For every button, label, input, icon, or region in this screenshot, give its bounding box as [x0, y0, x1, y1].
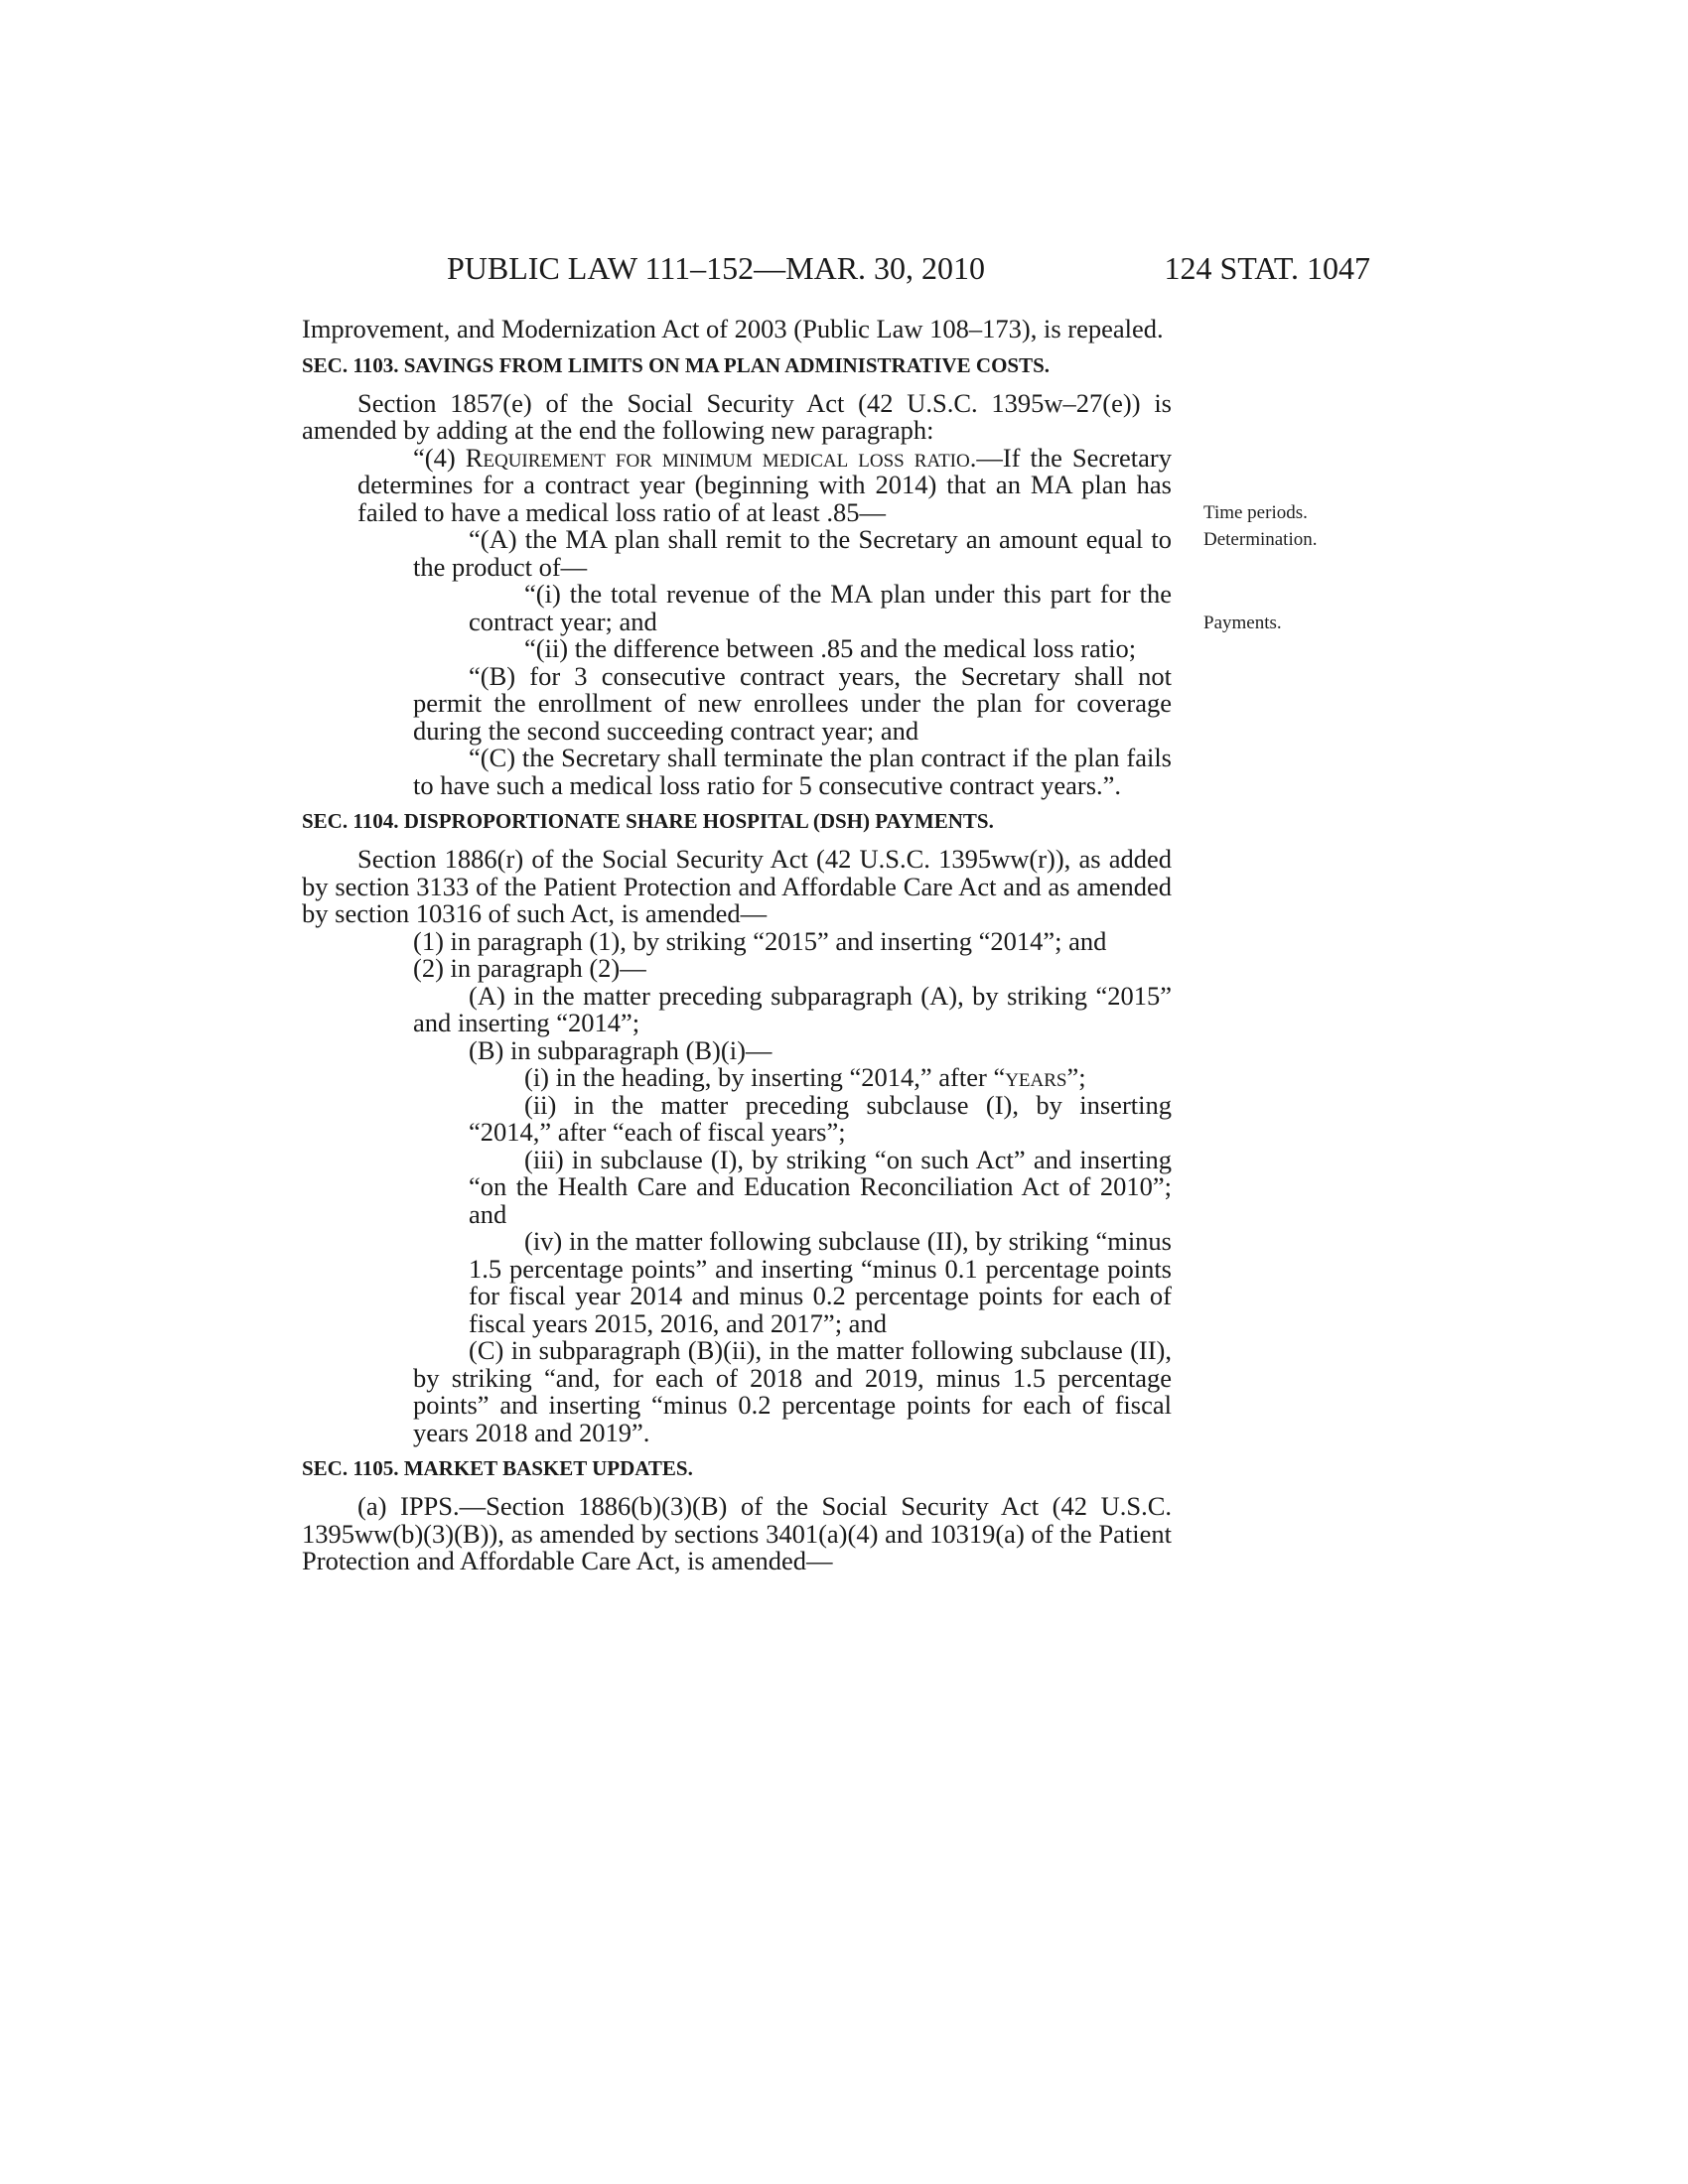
clause-text: (i) in the heading, by inserting “: [524, 1062, 862, 1092]
section-1104-heading: SEC. 1104. DISPROPORTIONATE SHARE HOSPITAL (DSH) PAYMENTS.: [302, 809, 994, 833]
section-1104-clause-i: [302, 1064, 1172, 1092]
section-1103-heading: SEC. 1103. SAVINGS FROM LIMITS ON MA PLAN ADMINISTRATIVE COSTS.: [302, 352, 1051, 377]
paragraph-number: “(4): [413, 442, 466, 473]
section-1104-clause-iv: (iv) in the matter following subclause (II), by striking “minus 1.5 percentage points” and inserting “minus 0.1 percentage points for fiscal year 2014 and minus 0.2 percentage points for each of fiscal years 2015, 2016, and 2017”; and: [469, 1226, 1172, 1338]
margin-note-determination: Determination.: [1203, 529, 1318, 550]
running-head: PUBLIC LAW 111–152—MAR. 30, 2010: [447, 250, 986, 286]
section-1105-subsection-a: (a) IPPS.—Section 1886(b)(3)(B) of the Social Security Act (42 U.S.C. 1395ww(b)(3)(B)), as amended by sections 3401(a)(4) and 10319(a) of the Patient Protection and Affordable Care Act, is amended—: [302, 1491, 1172, 1575]
section-1104-subparagraph-b: (B) in subparagraph (B)(i)—: [469, 1034, 773, 1065]
body-text: [302, 316, 1172, 1575]
clause-text: ”;: [1066, 1062, 1086, 1092]
section-1103-subparagraph-a: “(A) the MA plan shall remit to the Secretary an amount equal to the product of—: [413, 524, 1172, 582]
section-1103-subparagraph-b: “(B) for 3 consecutive contract years, the Secretary shall not permit the enrollment of new enrollees under the plan for coverage during the second succeeding contract year; and: [413, 660, 1172, 746]
intro-paragraph: Improvement, and Modernization Act of 2003 (Public Law 108–173), is repealed.: [302, 314, 1164, 343]
section-1104-subparagraph-c: (C) in subparagraph (B)(ii), in the matter following subclause (II), by striking “and, for each of 2018 and 2019, minus 1.5 percentage points” and inserting “minus 0.2 percentage points for each of fiscal years 2018 and 2019”.: [413, 1335, 1172, 1447]
statute-citation: 124 STAT. 1047: [1164, 250, 1370, 286]
margin-note-time-periods: Time periods.: [1203, 502, 1308, 523]
section-1103-clause-i: “(i) the total revenue of the MA plan under this part for the contract year; and: [469, 579, 1172, 636]
page-header: [447, 248, 1370, 288]
paragraph-heading: Requirement for minimum medical loss ratio.: [465, 442, 977, 473]
clause-text: ” after “: [919, 1062, 1006, 1092]
section-1103-clause-ii: “(ii) the difference between .85 and the medical loss ratio;: [524, 633, 1137, 663]
section-1104-clause-iii: (iii) in subclause (I), by striking “on such Act” and inserting “on the Health Care and Education Reconciliation Act of 2010”; and: [469, 1144, 1172, 1229]
section-1103-paragraph: Section 1857(e) of the Social Security Act (42 U.S.C. 1395w–27(e)) is amended by adding at the end the following new paragraph:: [302, 387, 1172, 445]
paragraph-text: —If the Secretary determines for a contract year (beginning with 2014) that an MA plan has failed to have a medical loss ratio of at least .85—: [357, 442, 1172, 527]
section-1104-paragraph: Section 1886(r) of the Social Security Act (42 U.S.C. 1395ww(r)), as added by section 3133 of the Patient Protection and Affordable Care Act and as amended by section 10316 of such Act, is amended—: [302, 844, 1172, 928]
section-1105-heading: SEC. 1105. MARKET BASKET UPDATES.: [302, 1456, 693, 1480]
section-1104-paragraph-1: (1) in paragraph (1), by striking “2015” and inserting “2014”; and: [413, 925, 1107, 956]
section-1103-subparagraph-c: “(C) the Secretary shall terminate the plan contract if the plan fails to have such a medical loss ratio for 5 consecutive contract years.”.: [413, 743, 1172, 800]
small-caps-year: 2014,: [861, 1062, 920, 1092]
section-1104-clause-ii: (ii) in the matter preceding subclause (I), by inserting “2014,” after “each of fiscal years”;: [469, 1089, 1172, 1147]
margin-note-payments: Payments.: [1203, 613, 1282, 633]
section-1103-paragraph-4: [302, 442, 1172, 527]
section-1104-subparagraph-a: (A) in the matter preceding subparagraph (A), by striking “2015” and inserting “2014”;: [413, 980, 1172, 1037]
section-1104-paragraph-2: (2) in paragraph (2)—: [413, 953, 646, 983]
small-caps-word: years: [1005, 1062, 1067, 1092]
